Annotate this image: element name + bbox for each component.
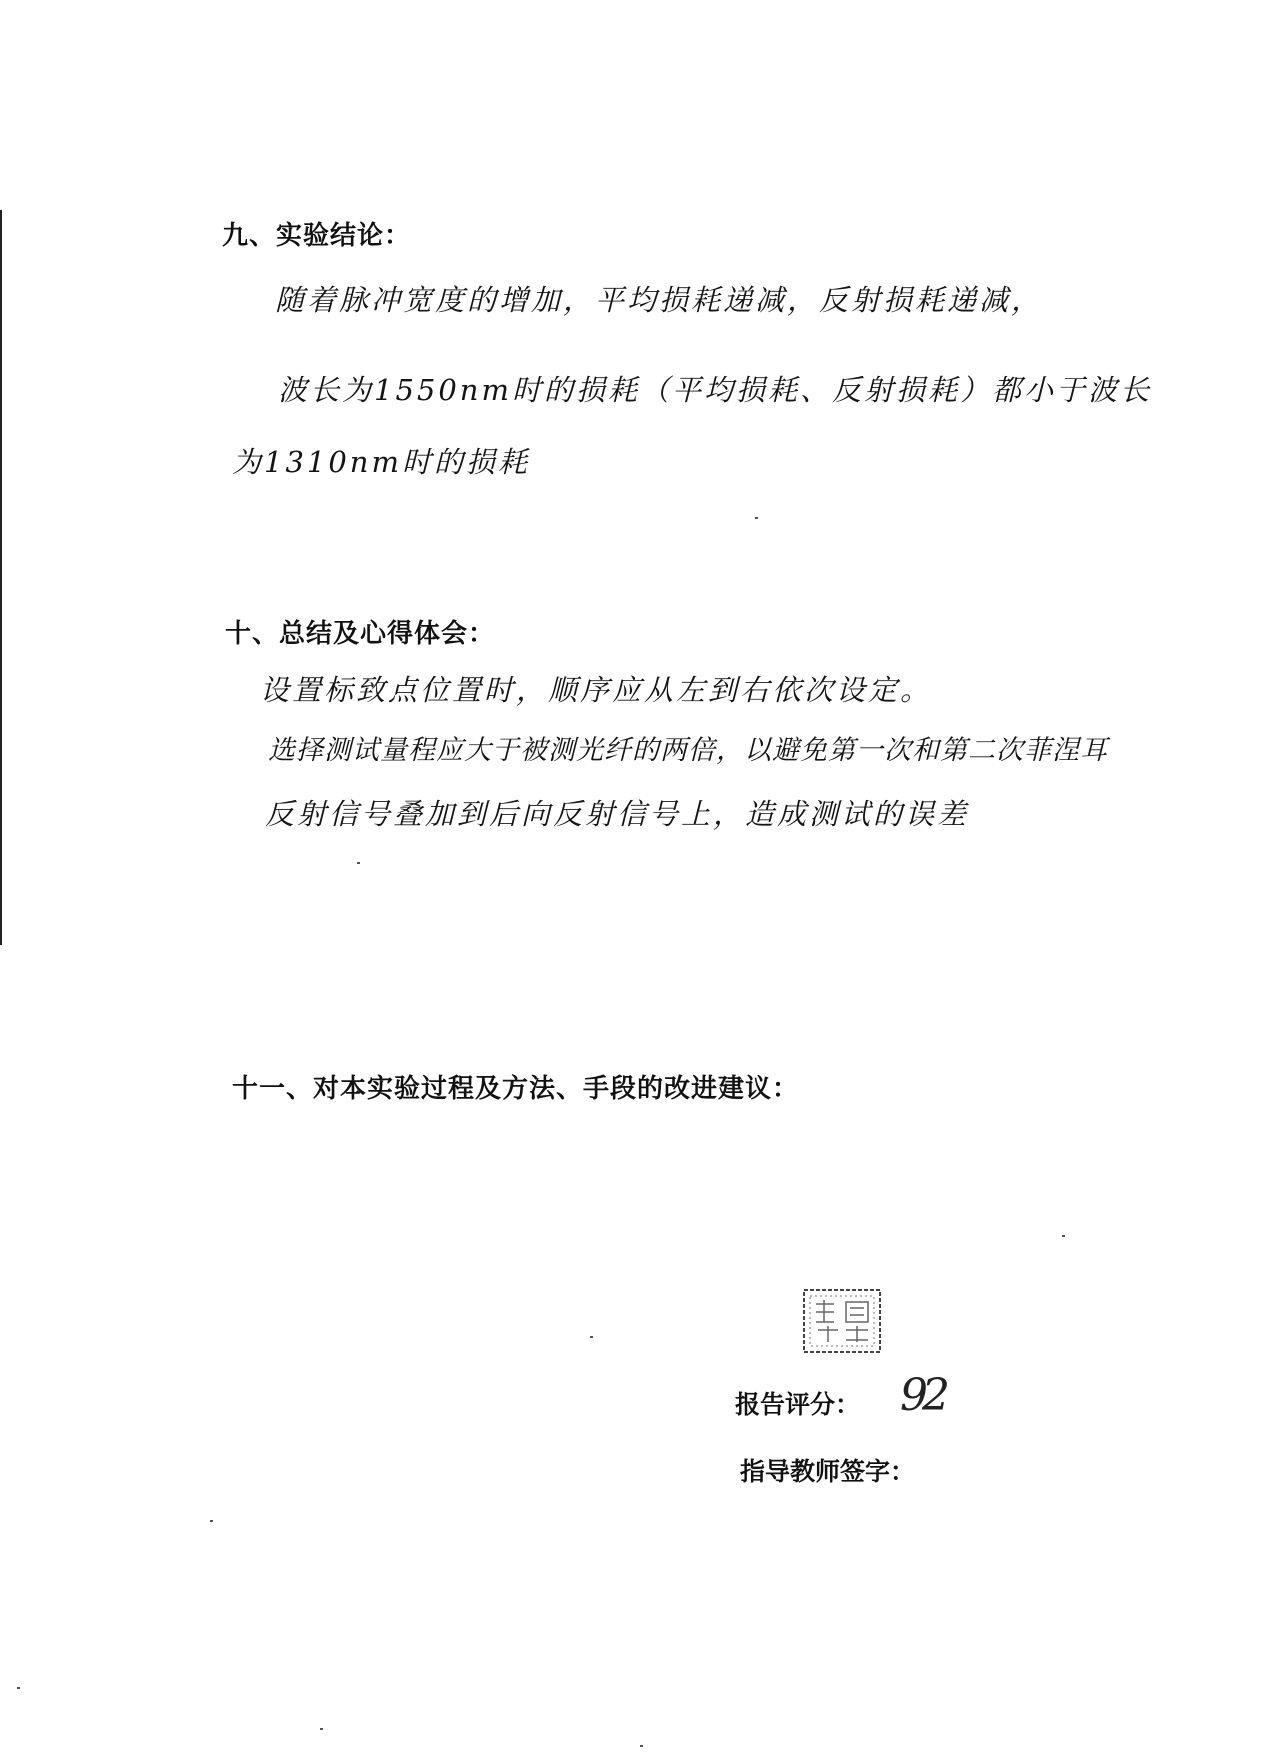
scan-edge-line xyxy=(0,210,2,945)
scan-speck xyxy=(210,1520,213,1522)
score-value: 92 xyxy=(900,1370,944,1421)
scan-speck xyxy=(590,1336,593,1338)
scan-speck xyxy=(320,1728,323,1730)
scan-speck xyxy=(17,1687,20,1689)
summary-heading: 十、总结及心得体会： xyxy=(225,619,496,649)
scan-speck xyxy=(755,517,758,519)
conclusion-line-1: 随着脉冲宽度的增加，平均损耗递减，反射损耗递减， xyxy=(275,283,1044,317)
summary-line-1: 设置标致点位置时，顺序应从左到右依次设定。 xyxy=(260,673,933,707)
scan-speck xyxy=(1062,1235,1065,1237)
suggestions-heading: 十一、对本实验过程及方法、手段的改进建议： xyxy=(232,1074,800,1104)
seal-stamp-icon xyxy=(802,1288,882,1354)
conclusion-heading: 九、实验结论： xyxy=(222,221,412,251)
score-label: 报告评分： xyxy=(735,1390,861,1419)
scan-speck xyxy=(640,1745,643,1747)
summary-line-2: 选择测试量程应大于被测光纤的两倍，以避免第一次和第二次菲涅耳 xyxy=(268,735,1108,766)
conclusion-line-3: 为1310nm时的损耗 xyxy=(232,445,530,479)
scan-speck xyxy=(357,862,360,864)
summary-line-3: 反射信号叠加到后向反射信号上，造成测试的误差 xyxy=(265,797,970,831)
teacher-signature-label: 指导教师签字： xyxy=(740,1457,916,1486)
conclusion-line-2: 波长为1550nm时的损耗（平均损耗、反射损耗）都小于波长 xyxy=(278,373,1152,407)
